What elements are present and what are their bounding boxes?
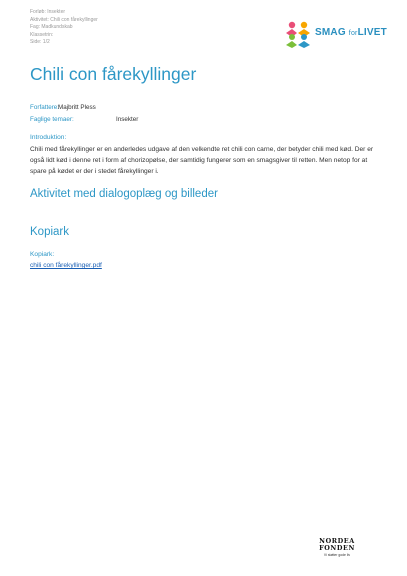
logo-wordmark: SMAG forLIVET <box>315 27 387 38</box>
topics-value: Insekter <box>116 116 139 123</box>
topics-label: Faglige temaer: <box>30 116 74 123</box>
nordea-fonden-logo <box>317 538 357 557</box>
meta-grade: Klassetrin: <box>30 31 54 38</box>
authors-value: Majbritt Pless <box>58 104 96 111</box>
meta-page: Side: 1/2 <box>30 39 50 46</box>
intro-text: Chili med fårekyllinger er en anderledes udgave af den velkendte ret chili con carne, der betyder chili med kød. Der er også lidt kød i denne ret i form af chorizopølse, der samtidig fungerer som en smagsgiver til retten. Men netop for at spare på kødet er der i stedet fårekyllinger i. <box>30 146 374 175</box>
nordea-line1: NORDEA <box>319 537 355 545</box>
logo-figures-icon <box>283 19 313 49</box>
kopiark-pdf-link[interactable]: chili con fårekyllinger.pdf <box>30 262 102 269</box>
kopiark-label: Kopiark: <box>30 251 55 258</box>
smag-for-livet-logo <box>283 19 387 51</box>
meta-activity: Aktivitet: Chili con fårekyllinger <box>30 16 98 23</box>
authors-row <box>30 104 96 111</box>
document-meta <box>30 9 98 47</box>
nordea-tagline: Vi støtter gode liv <box>323 553 351 557</box>
meta-subject: Fag: Madkundskab <box>30 24 73 31</box>
intro-label: Introduktion: <box>30 134 67 141</box>
meta-course: Forløb: Insekter <box>30 9 66 15</box>
page-title: Chili con fårekyllinger <box>30 64 197 84</box>
authors-label: Forfattere: <box>30 104 60 111</box>
topics-row <box>30 116 139 123</box>
nordea-line2: FONDEN <box>319 544 355 552</box>
section-kopiark-heading: Kopiark <box>30 226 69 238</box>
section-activity-heading: Aktivitet med dialogoplæg og billeder <box>30 188 218 200</box>
